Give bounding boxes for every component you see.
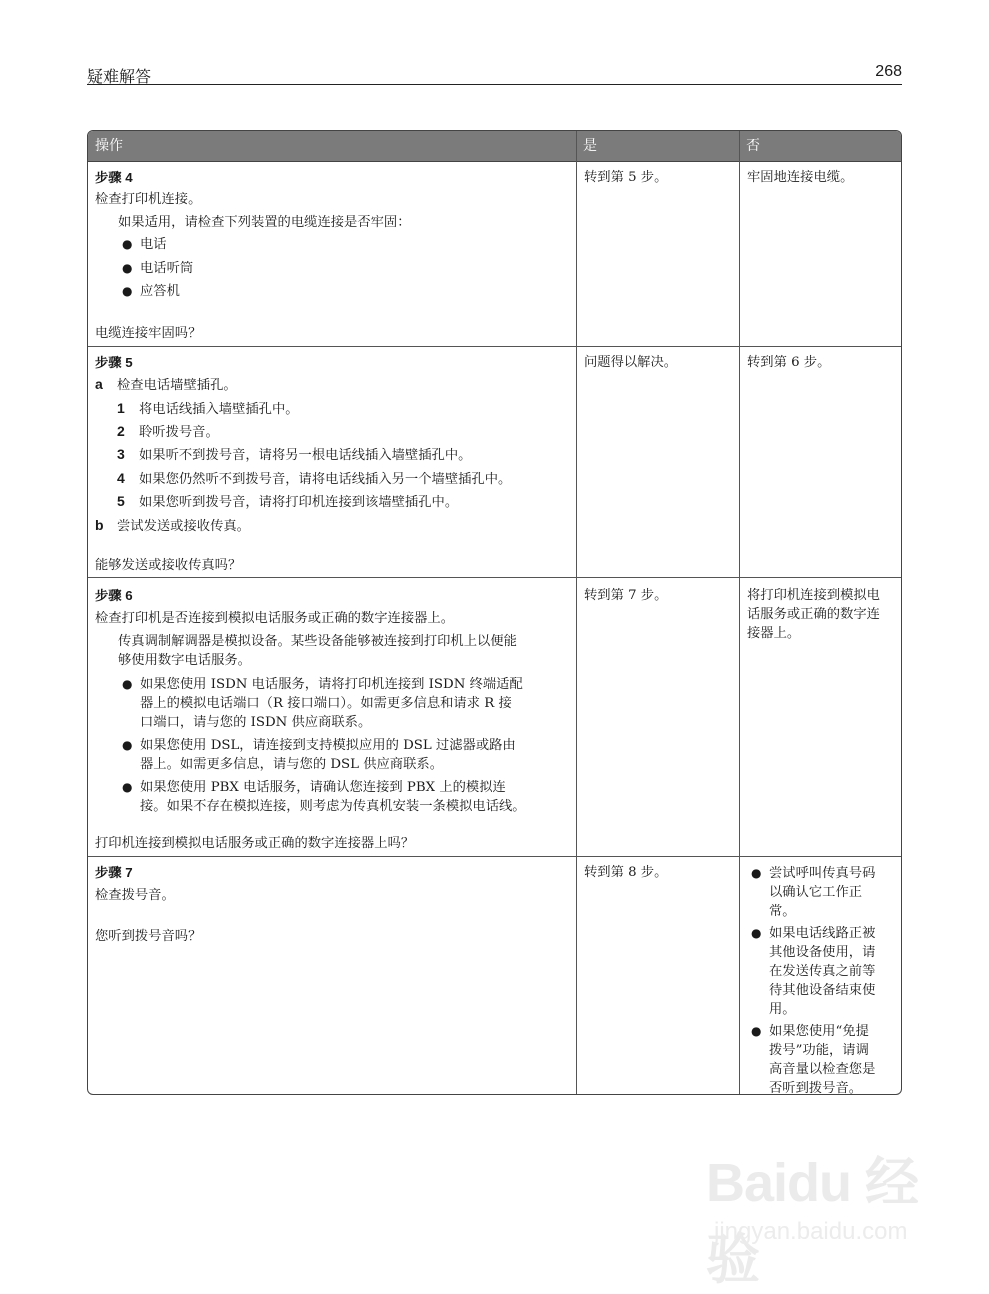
step-4-note: 如果适用，请检查下列装置的电缆连接是否牢固： (118, 215, 411, 230)
step-5-substep: 1 将电话线插入墙壁插孔中。 (117, 400, 299, 417)
step-6-yes-action: 转到第 7 步。 (584, 588, 668, 603)
step-5-substep: 4 如果您仍然听不到拨号音，请将电话线插入另一个墙壁插孔中。 (117, 470, 512, 487)
step-6-bullet-continued: 器上。如需更多信息，请与您的 DSL 供应商联系。 (140, 757, 443, 772)
baidu-logo: Baidu 经验 (706, 1153, 919, 1290)
step-6-question: 打印机连接到模拟电话服务或正确的数字连接器上吗？ (95, 836, 415, 851)
step-4-bullet: ● 电话 (122, 237, 167, 252)
step-7-no-bullet-continued: 否听到拨号音。 (769, 1081, 863, 1095)
column-header-action: 操作 (95, 138, 123, 154)
step-4-instruction: 检查打印机连接。 (95, 192, 202, 207)
step-7-no-bullet-continued: 常。 (769, 904, 796, 919)
step-7-no-bullet-continued: 用。 (769, 1002, 796, 1017)
column-divider (576, 131, 577, 1094)
step-4-bullet: ● 应答机 (122, 284, 180, 299)
step-6-note: 传真调制解调器是模拟设备。某些设备能够被连接到打印机上以便能 (118, 634, 517, 649)
step-6-instruction: 检查打印机是否连接到模拟电话服务或正确的数字连接器上。 (95, 611, 455, 626)
step-7-no-bullet: ● 尝试呼叫传真号码 (751, 866, 876, 881)
step-7-no-bullet: ● 如果电话线路正被 (751, 926, 876, 941)
step-7-instruction: 检查拨号音。 (95, 888, 175, 903)
step-4-yes-action: 转到第 5 步。 (584, 170, 668, 185)
step-7-no-bullet-continued: 高音量以检查您是 (769, 1062, 876, 1077)
column-header-yes: 是 (583, 138, 597, 154)
column-header-no: 否 (746, 138, 760, 154)
step-7-no-bullet: ● 如果您使用“免提 (751, 1024, 869, 1039)
page-number: 268 (875, 63, 902, 80)
page-header (87, 62, 902, 85)
column-divider (739, 131, 740, 1094)
baidu-watermark (700, 1140, 930, 1290)
step-4-bullet: ● 电话听筒 (122, 261, 194, 276)
step-4-title: 步骤 4 (95, 170, 133, 185)
step-5-substep: 2 聆听拨号音。 (117, 423, 219, 440)
section-title: 疑难解答 (87, 67, 152, 86)
step-7-no-bullet-continued: 在发送传真之前等 (769, 964, 876, 979)
step-7-title: 步骤 7 (95, 865, 133, 880)
step-6-no-action: 将打印机连接到模拟电 (747, 588, 880, 603)
step-5-title: 步骤 5 (95, 355, 133, 370)
step-6-no-action: 接器上。 (747, 626, 801, 641)
step-7-yes-action: 转到第 8 步。 (584, 865, 668, 880)
step-4-no-action: 牢固地连接电缆。 (747, 170, 854, 185)
step-5-no-action: 转到第 6 步。 (747, 355, 831, 370)
step-4-question: 电缆连接牢固吗？ (95, 326, 202, 341)
watermark-url: jingyan.baidu.com (714, 1218, 908, 1245)
step-6-no-action: 话服务或正确的数字连 (747, 607, 880, 622)
step-5-yes-action: 问题得以解决。 (584, 355, 678, 370)
step-6-bullet: ● 如果您使用 PBX 电话服务，请确认您连接到 PBX 上的模拟连 (122, 780, 506, 795)
table-header (88, 131, 901, 162)
step-5-question: 能够发送或接收传真吗？ (95, 558, 242, 573)
step-5-sub-b: b 尝试发送或接收传真。 (95, 517, 250, 534)
row-divider (88, 856, 901, 857)
step-7-no-bullet-continued: 待其他设备结束使 (769, 983, 876, 998)
step-5-substep: 5 如果您听到拨号音，请将打印机连接到该墙壁插孔中。 (117, 493, 459, 510)
row-divider (88, 346, 901, 347)
step-6-bullet-continued: 器上的模拟电话端口（R 接口端口）。如需更多信息和请求 R 接 (140, 696, 512, 711)
step-6-bullet: ● 如果您使用 ISDN 电话服务，请将打印机连接到 ISDN 终端适配 (122, 677, 523, 692)
step-6-bullet-continued: 口端口，请与您的 ISDN 供应商联系。 (140, 715, 372, 730)
step-7-no-bullet-continued: 其他设备使用，请 (769, 945, 876, 960)
step-5-substep: 3 如果听不到拨号音，请将另一根电话线插入墙壁插孔中。 (117, 446, 472, 463)
step-7-no-bullet-continued: 拨号”功能，请调 (769, 1043, 869, 1058)
step-7-no-bullet-continued: 以确认它工作正 (769, 885, 863, 900)
step-5-sub-a: a 检查电话墙壁插孔。 (95, 376, 237, 393)
step-6-title: 步骤 6 (95, 588, 133, 603)
step-6-bullet: ● 如果您使用 DSL，请连接到支持模拟应用的 DSL 过滤器或路由 (122, 738, 516, 753)
step-6-note: 够使用数字电话服务。 (118, 653, 251, 668)
troubleshooting-table (87, 130, 902, 1095)
row-divider (88, 577, 901, 578)
step-7-question: 您听到拨号音吗？ (95, 929, 202, 944)
step-6-bullet-continued: 接。如果不存在模拟连接，则考虑为传真机安装一条模拟电话线。 (140, 799, 526, 814)
